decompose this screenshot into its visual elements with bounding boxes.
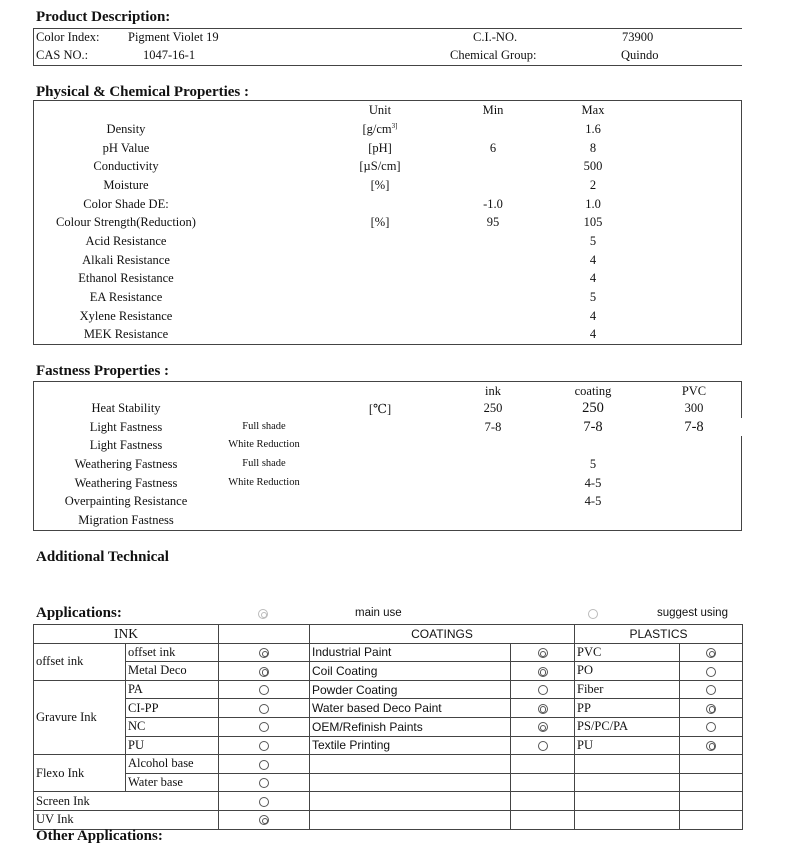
main-use-icon xyxy=(538,722,548,732)
coating-name: Textile Printing xyxy=(310,736,511,755)
plastic-name: PVC xyxy=(575,643,680,662)
coating-name xyxy=(310,792,511,811)
empty-cell xyxy=(511,792,575,811)
property-max: 500 xyxy=(583,159,603,174)
property-unit xyxy=(340,178,420,193)
plastic-mark-cell xyxy=(680,662,743,681)
divider xyxy=(33,381,34,531)
ink-mark-cell xyxy=(219,662,310,681)
fastness-name: Overpainting Resistance xyxy=(64,494,188,509)
plastic-mark-cell xyxy=(680,699,743,718)
suggest-icon xyxy=(538,741,548,751)
fastness-ink-value: 7-8 xyxy=(484,419,502,434)
property-max: 5 xyxy=(589,233,597,248)
empty-cell xyxy=(680,792,743,811)
property-unit xyxy=(340,122,420,137)
suggest-icon xyxy=(538,685,548,695)
fastness-name: Light Fastness xyxy=(89,438,163,453)
ink-subtype: Water base xyxy=(126,773,219,792)
coating-name: Water based Deco Paint xyxy=(310,699,511,718)
ink-mark-cell xyxy=(219,736,310,755)
applications-row xyxy=(34,810,743,829)
ink-header: ink xyxy=(485,384,501,398)
fastness-note: Full shade xyxy=(242,420,286,432)
property-name: Density xyxy=(106,122,146,136)
applications-header-row xyxy=(34,625,743,644)
ci-no-value: 73900 xyxy=(622,30,654,44)
applications-row xyxy=(34,699,743,718)
main-use-legend-label: main use xyxy=(355,607,402,619)
min-header: Min xyxy=(482,103,504,117)
empty-cell xyxy=(219,625,310,644)
main-use-icon xyxy=(538,648,548,658)
applications-body xyxy=(34,643,743,829)
property-max: 4 xyxy=(589,327,597,342)
suggest-icon xyxy=(259,685,269,695)
additional-technical-title: Additional Technical xyxy=(36,549,169,565)
ink-group-label: UV Ink xyxy=(34,810,219,829)
suggest-icon xyxy=(259,778,269,788)
divider xyxy=(33,28,34,65)
fastness-coating-value: 4-5 xyxy=(584,475,602,490)
coating-name: Coil Coating xyxy=(310,662,511,681)
empty-cell xyxy=(680,773,743,792)
fastness-pvc-value: 300 xyxy=(684,401,704,415)
cas-no-value: 1047-16-1 xyxy=(143,48,196,62)
ink-mark-cell xyxy=(219,680,310,699)
ink-mark-cell xyxy=(219,699,310,718)
fastness-properties-title-text: Fastness Properties xyxy=(36,363,161,379)
plastics-column-header: PLASTICS xyxy=(575,625,743,644)
suggest-icon xyxy=(259,722,269,732)
coating-name: Powder Coating xyxy=(310,680,511,699)
chemical-group-label: Chemical Group: xyxy=(450,48,537,62)
ink-mark-cell xyxy=(219,773,310,792)
pvc-header: PVC xyxy=(681,384,707,398)
suggest-icon xyxy=(706,722,716,732)
property-name: Alkali Resistance xyxy=(82,252,170,267)
property-unit xyxy=(340,159,420,174)
property-max: 1.6 xyxy=(585,122,601,136)
applications-row xyxy=(34,773,743,792)
ink-mark-cell xyxy=(219,643,310,662)
property-max: 4 xyxy=(589,308,597,323)
fastness-properties-title xyxy=(36,363,169,380)
fastness-name: Light Fastness xyxy=(89,419,163,434)
coating-mark-cell xyxy=(511,736,575,755)
ink-column-header: INK xyxy=(34,625,219,644)
empty-cell xyxy=(680,810,743,829)
plastic-name: Fiber xyxy=(575,680,680,699)
coating-mark-cell xyxy=(511,717,575,736)
cas-no-label: CAS NO.: xyxy=(36,48,89,62)
color-index-value: Pigment Violet 19 xyxy=(128,30,219,44)
property-name: Color Shade DE: xyxy=(83,196,169,211)
property-name: Conductivity xyxy=(93,159,159,174)
property-max: 4 xyxy=(589,252,597,267)
coating-name xyxy=(310,773,511,792)
empty-cell xyxy=(511,773,575,792)
unit-header: Unit xyxy=(368,103,392,117)
applications-row xyxy=(34,643,743,662)
empty-cell xyxy=(511,810,575,829)
fastness-coating-value: 5 xyxy=(589,456,597,471)
property-name: Xylene Resistance xyxy=(79,308,173,323)
ink-subtype: CI-PP xyxy=(126,699,219,718)
property-name: Acid Resistance xyxy=(85,233,167,248)
main-use-icon xyxy=(538,667,548,677)
fastness-name: Heat Stability xyxy=(91,401,161,415)
suggest-icon xyxy=(706,667,716,677)
suggest-icon xyxy=(259,704,269,714)
fastness-ink-value: 250 xyxy=(483,401,503,415)
plastic-name: PS/PC/PA xyxy=(575,717,680,736)
fastness-note: Full shade xyxy=(242,457,286,469)
fastness-pvc-value: 7-8 xyxy=(684,418,704,435)
suggest-icon xyxy=(259,760,269,770)
divider xyxy=(33,381,742,382)
suggest-icon xyxy=(259,741,269,751)
plastic-mark-cell xyxy=(680,643,743,662)
property-unit-superscript: 3] xyxy=(391,122,398,130)
main-use-icon xyxy=(706,741,716,751)
plastic-name xyxy=(575,755,680,774)
main-use-icon xyxy=(706,648,716,658)
suggest-using-legend-icon xyxy=(588,609,598,619)
plastic-name xyxy=(575,773,680,792)
property-max: 8 xyxy=(589,140,597,155)
ink-group-label: Gravure Ink xyxy=(34,680,126,754)
ink-subtype: Metal Deco xyxy=(126,662,219,681)
physical-properties-title-text: Physical & Chemical Properties xyxy=(36,84,241,100)
title-colon: : xyxy=(244,84,250,100)
ink-subtype: offset ink xyxy=(126,643,219,662)
ink-subtype: NC xyxy=(126,717,219,736)
ink-group-label: Flexo Ink xyxy=(34,755,126,792)
main-use-icon xyxy=(538,704,548,714)
property-unit-text: [g/cm xyxy=(362,122,392,137)
max-header: Max xyxy=(581,103,605,117)
ink-group-label: offset ink xyxy=(34,643,126,680)
divider xyxy=(33,28,742,29)
property-min: 95 xyxy=(486,215,500,230)
applications-table xyxy=(33,624,743,830)
coating-header: coating xyxy=(574,384,612,398)
suggest-using-legend-label: suggest using xyxy=(657,607,728,619)
property-name: Moisture xyxy=(103,177,149,192)
fastness-coating-value: 4-5 xyxy=(584,494,602,509)
property-name: Ethanol Resistance xyxy=(78,271,174,286)
empty-cell xyxy=(680,755,743,774)
property-unit-text: [pH] xyxy=(368,140,392,155)
fastness-unit: [℃] xyxy=(368,402,392,416)
suggest-icon xyxy=(259,797,269,807)
plastic-name: PO xyxy=(575,662,680,681)
coating-mark-cell xyxy=(511,662,575,681)
fastness-name: Weathering Fastness xyxy=(74,475,178,490)
applications-row xyxy=(34,717,743,736)
ink-mark-cell xyxy=(219,810,310,829)
ink-mark-cell xyxy=(219,717,310,736)
coating-name: OEM/Refinish Paints xyxy=(310,717,511,736)
applications-row xyxy=(34,736,743,755)
ink-subtype: PA xyxy=(126,680,219,699)
color-index-label: Color Index: xyxy=(36,30,100,44)
coating-name xyxy=(310,755,511,774)
property-max: 105 xyxy=(583,215,603,230)
plastic-name xyxy=(575,810,680,829)
property-min: 6 xyxy=(489,140,497,155)
plastic-name: PU xyxy=(575,736,680,755)
applications-row xyxy=(34,792,743,811)
property-name: pH Value xyxy=(102,140,150,155)
plastic-name xyxy=(575,792,680,811)
property-unit xyxy=(340,141,420,156)
property-max: 5 xyxy=(589,289,597,304)
product-description-title: Product Description: xyxy=(36,9,171,25)
divider xyxy=(741,436,742,531)
coating-mark-cell xyxy=(511,699,575,718)
fastness-coating-value: 7-8 xyxy=(583,418,603,435)
title-colon: : xyxy=(164,363,170,379)
fastness-note: White Reduction xyxy=(228,439,300,451)
ink-group-label: Screen Ink xyxy=(34,792,219,811)
property-name: EA Resistance xyxy=(89,289,163,304)
applications-row xyxy=(34,680,743,699)
divider xyxy=(33,65,742,66)
property-unit-text: [µS/cm] xyxy=(359,159,401,174)
applications-title: Applications: xyxy=(36,605,122,621)
property-name: MEK Resistance xyxy=(83,327,169,342)
property-min: -1.0 xyxy=(483,196,503,211)
coatings-column-header: COATINGS xyxy=(310,625,575,644)
plastic-mark-cell xyxy=(680,736,743,755)
empty-cell xyxy=(511,755,575,774)
fastness-coating-value: 250 xyxy=(582,400,604,416)
property-max: 1.0 xyxy=(585,196,601,211)
plastic-mark-cell xyxy=(680,680,743,699)
applications-row xyxy=(34,662,743,681)
coating-name: Industrial Paint xyxy=(310,643,511,662)
physical-properties-title xyxy=(36,84,249,101)
suggest-icon xyxy=(706,685,716,695)
plastic-name: PP xyxy=(575,699,680,718)
ci-no-label: C.I.-NO. xyxy=(473,30,518,44)
main-use-legend-icon xyxy=(258,609,268,619)
coating-mark-cell xyxy=(511,680,575,699)
property-name: Colour Strength(Reduction) xyxy=(56,215,196,230)
ink-subtype: Alcohol base xyxy=(126,755,219,774)
property-unit xyxy=(340,215,420,230)
main-use-icon xyxy=(259,667,269,677)
ink-subtype: PU xyxy=(126,736,219,755)
chemical-group-value: Quindo xyxy=(621,48,659,62)
fastness-name: Weathering Fastness xyxy=(74,456,178,471)
other-applications-title: Other Applications: xyxy=(36,828,163,844)
property-unit-text: [%] xyxy=(370,178,390,193)
coating-name xyxy=(310,810,511,829)
fastness-note: White Reduction xyxy=(228,476,300,488)
divider xyxy=(33,530,742,531)
coating-mark-cell xyxy=(511,643,575,662)
fastness-name: Migration Fastness xyxy=(78,512,174,527)
property-unit-text: [%] xyxy=(370,215,390,230)
plastic-mark-cell xyxy=(680,717,743,736)
property-max: 4 xyxy=(589,271,597,286)
main-use-icon xyxy=(706,704,716,714)
main-use-icon xyxy=(259,815,269,825)
ink-mark-cell xyxy=(219,755,310,774)
property-max: 2 xyxy=(589,177,597,192)
applications-row xyxy=(34,755,743,774)
divider xyxy=(741,381,742,418)
ink-mark-cell xyxy=(219,792,310,811)
main-use-icon xyxy=(259,648,269,658)
